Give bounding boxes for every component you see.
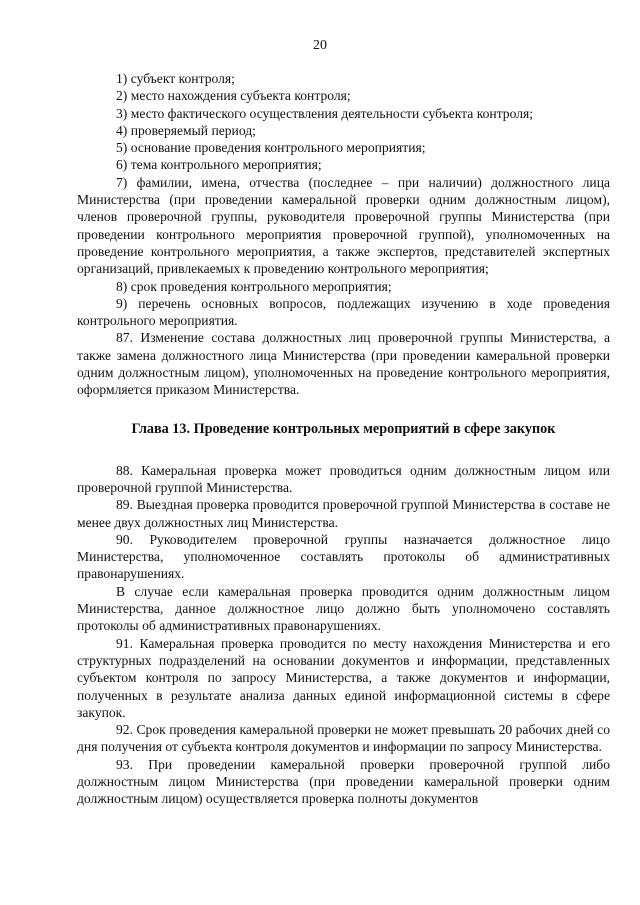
- paragraph-92: 92. Срок проведения камеральной проверки не может превышать 20 рабочих дней со дня получения от субъекта контроля документов и информации по запросу Министерства.: [77, 722, 610, 755]
- paragraph-89: 89. Выездная проверка проводится проверочной группой Министерства в составе не менее двух должностных лиц Министерства.: [77, 497, 610, 530]
- list-item-9: 9) перечень основных вопросов, подлежащих изучению в ходе проведения контрольного мероприятия.: [77, 295, 610, 329]
- paragraph-88: 88. Камеральная проверка может проводиться одним должностным лицом или проверочной группой Министерства.: [77, 462, 610, 495]
- list-item-1: 1) субъект контроля;: [116, 71, 235, 86]
- chapter-heading: Глава 13. Проведение контрольных мероприятий в сфере закупок: [131, 420, 556, 437]
- paragraph-90: 90. Руководителем проверочной группы назначается должностное лицо Министерства, уполномоченное составлять протоколы об административных правонарушениях.: [77, 531, 610, 582]
- list-item-5: 5) основание проведения контрольного мероприятия;: [116, 140, 426, 156]
- list-item-7: 7) фамилии, имена, отчества (последнее – при наличии) должностного лица Министерства (при проведении камеральной проверки одним должностным лицом), членов проверочной группы, руководителя проверочной группы Министерства (при проведении контрольного мероприятия проверочной группой), уполномоченных на проведение контрольного мероприятия, а также экспертов, представителей экспертных организаций, привлекаемых к проведению контрольного мероприятия;: [77, 174, 610, 277]
- list-item-6: 6) тема контрольного мероприятия;: [116, 157, 322, 173]
- list-item-4: 4) проверяемый период;: [116, 122, 256, 138]
- list-item-8: 8) срок проведения контрольного мероприятия;: [116, 278, 392, 294]
- paragraph-93: 93. При проведении камеральной проверки проверочной группой либо должностным лицом Министерства (при проведении камеральной проверки одним должностным лицом) осуществляется проверка полноты документов: [77, 756, 610, 807]
- list-item-3: 3) место фактического осуществления деятельности субъекта контроля;: [116, 105, 534, 121]
- paragraph-90-note: В случае если камеральная проверка проводится одним должностным лицом Министерства, данное должностное лицо должно быть уполномочено составлять протоколы об административных правонарушениях.: [77, 583, 610, 634]
- document-body: [77, 70, 610, 808]
- page-number: 20: [313, 38, 327, 53]
- list-item-2: 2) место нахождения субъекта контроля;: [116, 88, 351, 104]
- paragraph-91: 91. Камеральная проверка проводится по месту нахождения Министерства и его структурных подразделений на основании документов и информации, представленных субъектом контроля по запросу Министерства, а также документов и информации, полученных в результате анализа данных единой информационной системы в сфере закупок.: [77, 635, 610, 720]
- paragraph-87: 87. Изменение состава должностных лиц проверочной группы Министерства, а также замена должностного лица Министерства (при проведении камеральной проверки одним должностным лицом), уполномоченных на проведение контрольного мероприятия, оформляется приказом Министерства.: [77, 330, 610, 398]
